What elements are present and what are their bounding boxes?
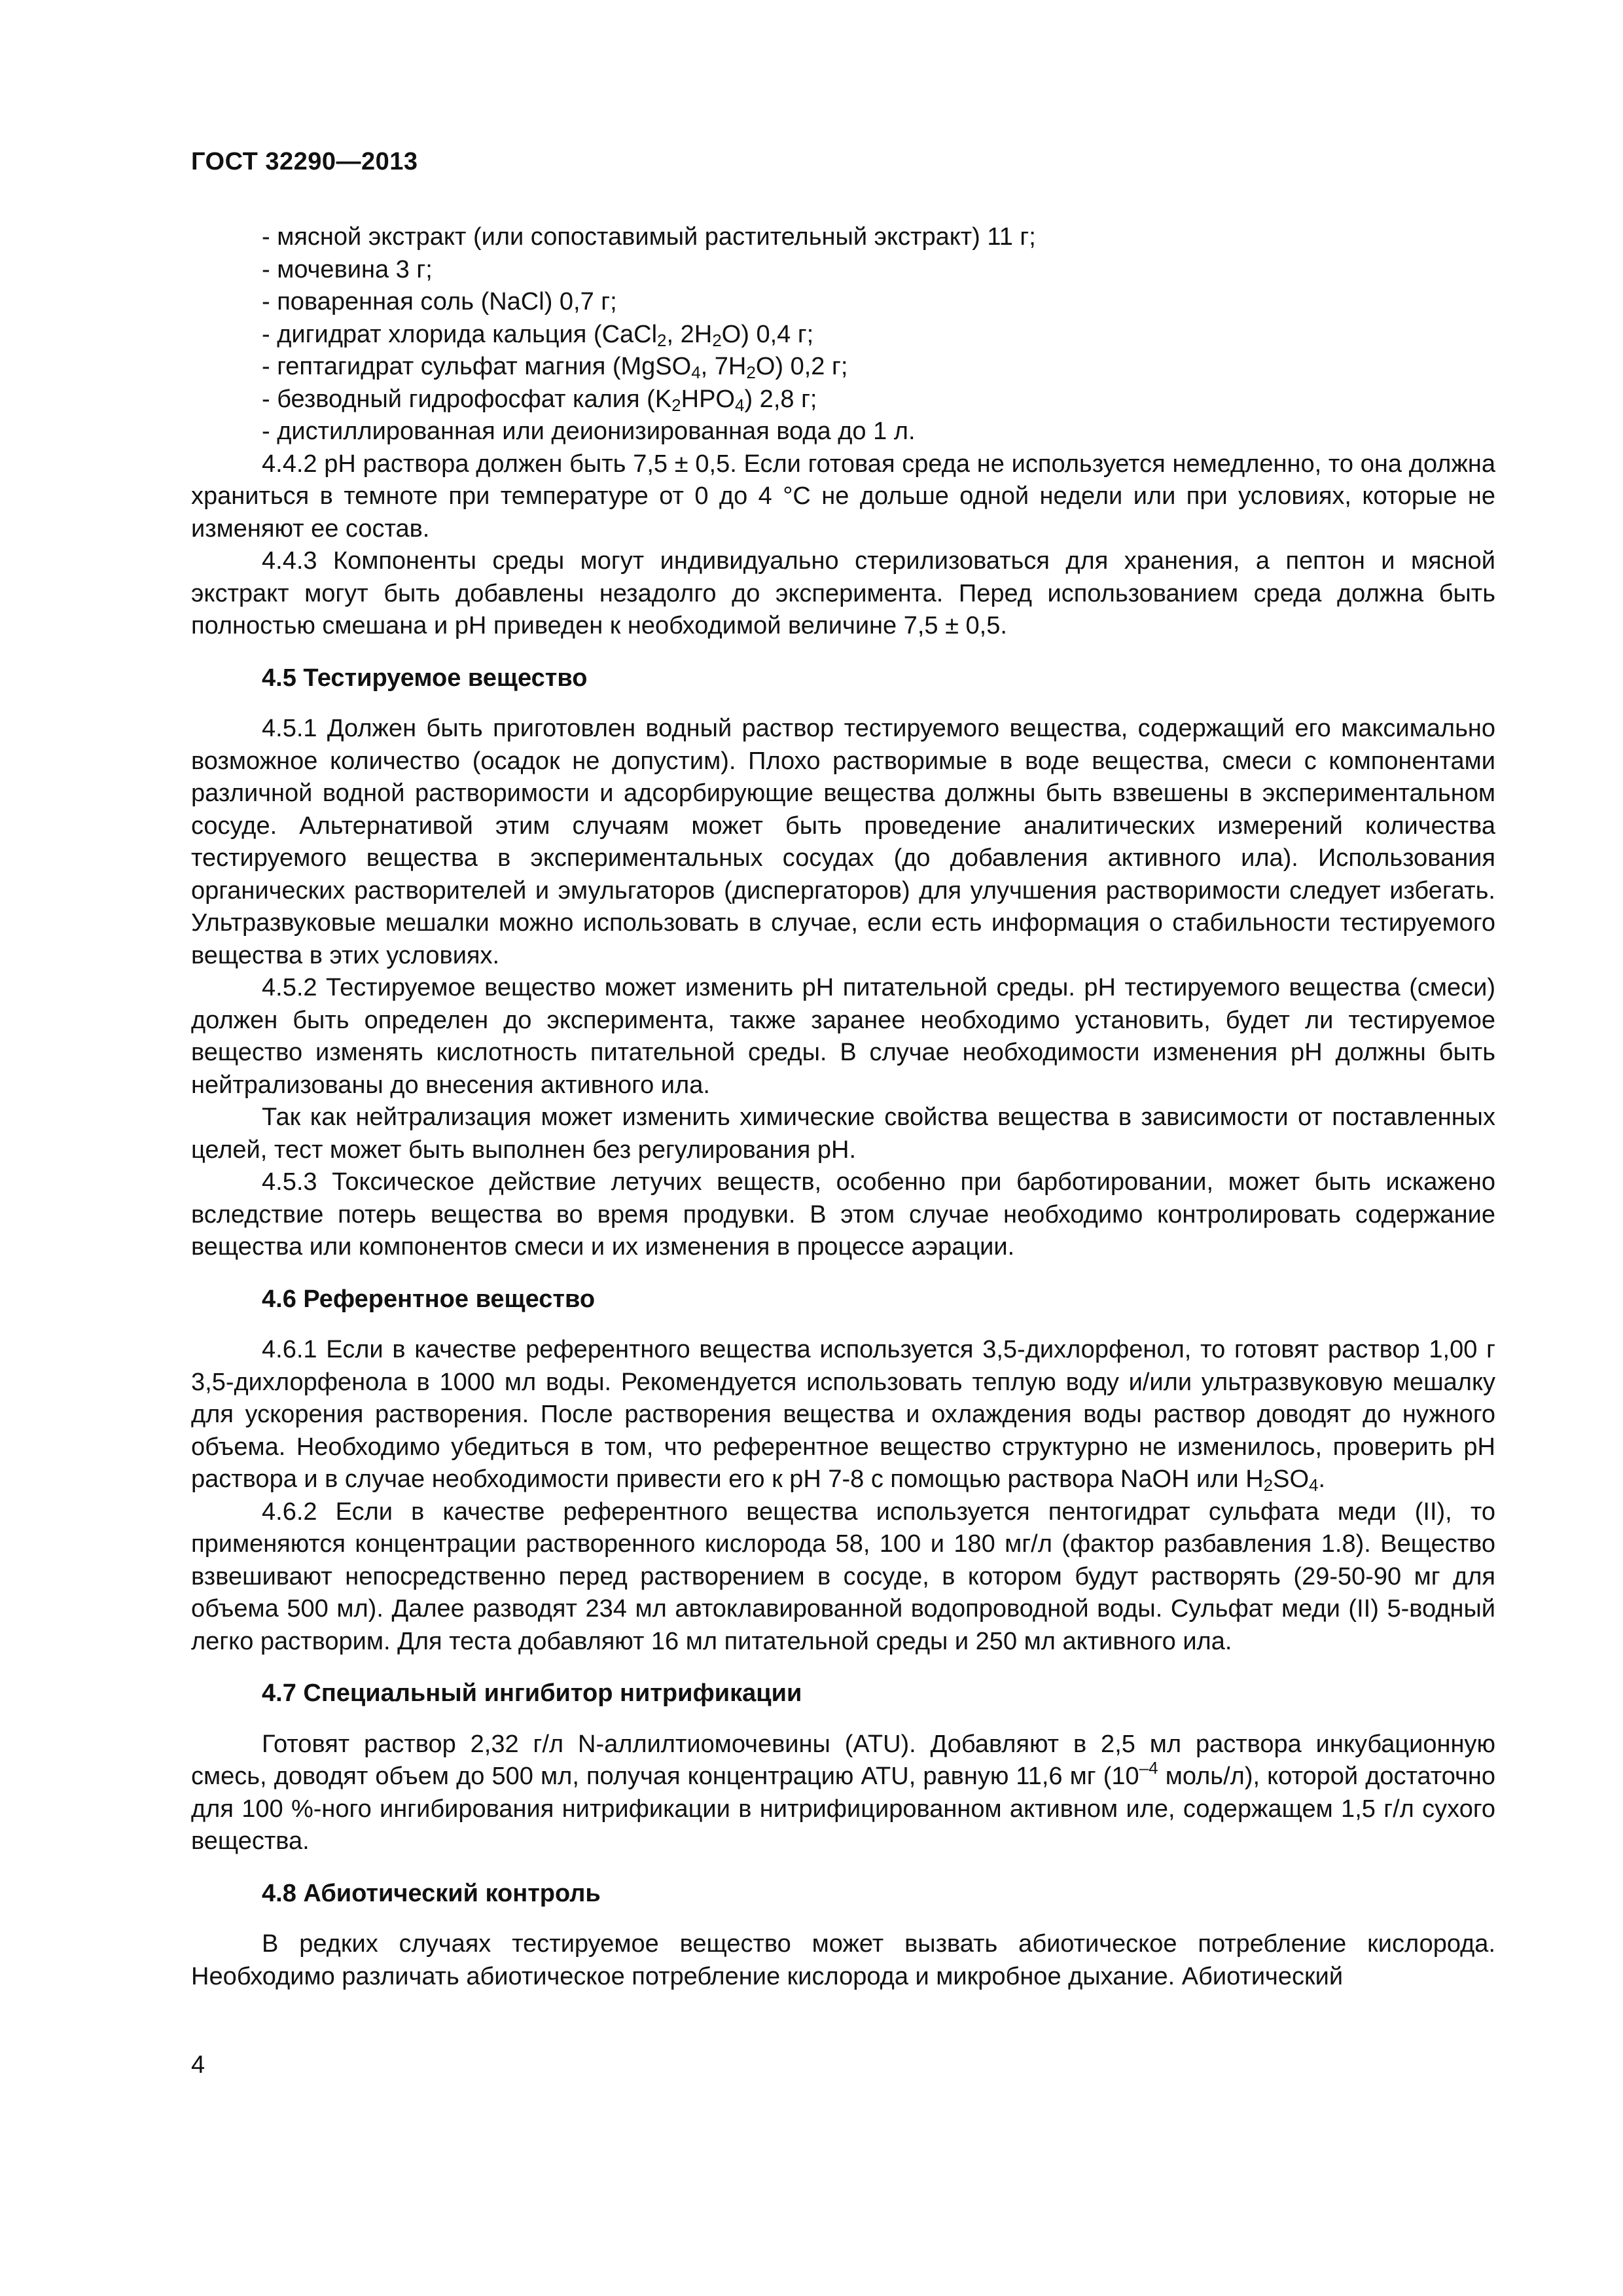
paragraph-4-4-3: 4.4.3 Компоненты среды могут индивидуально стерилизоваться для хранения, а пептон и мясной экстракт могут быть добавлены незадолго до эксперимента. Перед использованием среда должна быть полностью смешана и pH приведен к необходимой величине 7,5 ± 0,5. [191,547,1495,639]
section-heading-4-5: 4.5 Тестируемое вещество [262,664,588,692]
list-item: - гептагидрат сульфат магния (MgSO$_4$, $7H_2O$) 0,2 г; [262,353,848,382]
medium-components-list [191,221,1495,448]
page-header: ГОСТ 32290—2013 [191,148,418,175]
list-item: - безводный гидрофосфат калия $(K_2HPO_4)$ 2,8 г; [262,385,817,415]
paragraph-4-4-2: 4.4.2 pH раствора должен быть 7,5 ± 0,5. Если готовая среда не используется немедленно, то она должна храниться в темноте при температуре от 0 до 4 °C не дольше одной недели или при условиях, которые не изменяют ее состав. [191,450,1495,543]
section-heading-4-8: 4.8 Абиотический контроль [262,1879,601,1907]
paragraph-4-7: Готовят раствор 2,32 г/л N-аллилтиомочевины (ATU). Добавляют в 2,5 мл раствора инкубационную смесь, доводят объем до 500 мл, получая концентрацию ATU, равную 11,6 мг ($10^{-4}$ моль/л), которой достаточно для 100 %-ного ингибирования нитрификации в нитрифицированном активном иле, содержащем 1,5 г/л сухого вещества. [191,1730,1495,1855]
page-content [191,221,1495,1993]
list-item: - дистиллированная или деионизированная вода до 1 л. [262,418,916,445]
paragraph-4-8: В редких случаях тестируемое вещество может вызвать абиотическое потребление кислорода. Необходимо различать абиотическое потребление кислорода и микробное дыхание. Абиотический [191,1930,1495,1990]
list-item: - мясной экстракт (или сопоставимый растительный экстракт) 11 г; [262,223,1036,251]
paragraph-4-5-3: 4.5.3 Токсическое действие летучих веществ, особенно при барботировании, может быть искажено вследствие потерь вещества во время продувки. В этом случае необходимо контролировать содержание вещества или компонентов смеси и их изменения в процессе аэрации. [191,1168,1495,1261]
paragraph-4-5-2-note: Так как нейтрализация может изменить химические свойства вещества в зависимости от поставленных целей, тест может быть выполнен без регулирования pH. [191,1103,1495,1164]
list-item: - поваренная соль (NaCl) 0,7 г; [262,288,617,315]
section-heading-4-6: 4.6 Референтное вещество [262,1285,596,1313]
page-number: 4 [191,2051,205,2079]
paragraph-4-6-2: 4.6.2 Если в качестве референтного вещества используется пентогидрат сульфата меди (II), то применяются концентрации растворенного кислорода 58, 100 и 180 мг/л (фактор разбавления 1.8). Вещество взвешивают непосредственно перед растворением в сосуде, в котором будут растворять (29-50-90 мг для объема 500 мл). Далее разводят 234 мл автоклавированной водопроводной воды. Сульфат меди (II) 5-водный легко растворим. Для теста добавляют 16 мл питательной среды и 250 мл активного ила. [191,1498,1495,1655]
list-item: - мочевина 3 г; [262,255,433,283]
paragraph-4-5-2: 4.5.2 Тестируемое вещество может изменить pH питательной среды. pH тестируемого вещества (смеси) должен быть определен до эксперимента, также заранее необходимо установить, будет ли тестируемое вещество изменять кислотность питательной среды. В случае необходимости изменения pH должны быть нейтрализованы до внесения активного ила. [191,974,1495,1099]
list-item: - дигидрат хлорида кальция (CaCl$_2$, $2H_2O$) 0,4 г; [262,320,814,350]
paragraph-4-6-1: 4.6.1 Если в качестве референтного вещества используется 3,5-дихлорфенол, то готовят раствор 1,00 г 3,5-дихлорфенола в 1000 мл воды. Рекомендуется использовать теплую воду и/или ультразвуковую мешалку для ускорения растворения. После растворения вещества и охлаждения воды раствор доводят до нужного объема. Необходимо убедиться в том, что референтное вещество структурно не изменилось, проверить pH раствора и в случае необходимости привести его к pH 7-8 с помощью раствора NaOH или $H_2SO_4$. [191,1336,1495,1495]
paragraph-4-5-1: 4.5.1 Должен быть приготовлен водный раствор тестируемого вещества, содержащий его максимально возможное количество (осадок не допустим). Плохо растворимые в воде вещества, смеси с компонентами различной водной растворимости и адсорбирующие вещества должны быть взвешены в экспериментальном сосуде. Альтернативой этим случаям может быть проведение аналитических измерений количества тестируемого вещества в экспериментальных сосудах (до добавления активного ила). Использования органических растворителей и эмульгаторов (диспергаторов) для улучшения растворимости следует избегать. Ультразвуковые мешалки можно использовать в случае, если есть информация о стабильности тестируемого вещества в этих условиях. [191,715,1495,969]
section-heading-4-7: 4.7 Специальный ингибитор нитрификации [262,1679,802,1707]
